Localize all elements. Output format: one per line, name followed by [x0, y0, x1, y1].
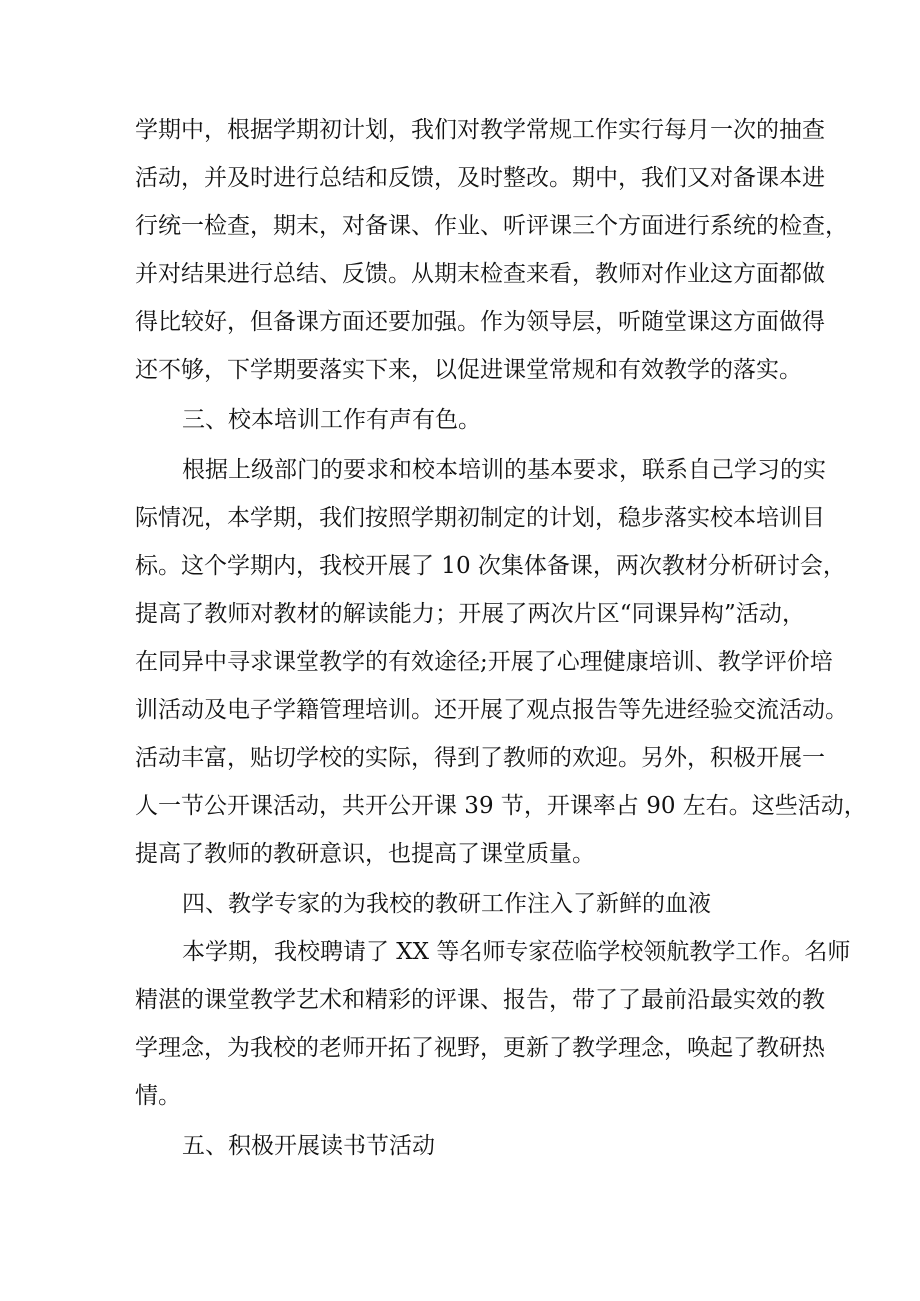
body-line: 人一节公开课活动，共开公开课 39 节，开课率占 90 左右。这些活动， [135, 793, 867, 819]
section-heading: 三、校本培训工作有声有色。 [182, 407, 481, 433]
body-line: 行统一检查，期末，对备课、作业、听评课三个方面进行系统的检查， [135, 213, 848, 239]
body-line: 精湛的课堂教学艺术和精彩的评课、报告，带了了最前沿最实效的教 [135, 987, 825, 1013]
body-line: 活动，并及时进行总结和反馈，及时整改。期中，我们又对备课本进 [135, 165, 825, 191]
body-line: 提高了教师的教研意识，也提高了课堂质量。 [135, 841, 595, 867]
body-line: 学理念，为我校的老师开拓了视野，更新了教学理念，唤起了教研热 [135, 1035, 825, 1061]
body-line: 学期中，根据学期初计划，我们对教学常规工作实行每月一次的抽查 [135, 117, 825, 143]
paragraph-first-line: 本学期，我校聘请了 XX 等名师专家莅临学校领航教学工作。名师 [182, 939, 851, 965]
body-line: 际情况，本学期，我们按照学期初制定的计划，稳步落实校本培训目 [135, 505, 825, 531]
body-line: 活动丰富，贴切学校的实际，得到了教师的欢迎。另外，积极开展一 [135, 745, 825, 771]
body-line: 在同异中寻求课堂教学的有效途径;开展了心理健康培训、教学评价培 [135, 649, 833, 675]
body-line: 提高了教师对教材的解读能力；开展了两次片区“同课异构”活动， [135, 601, 805, 627]
section-heading: 五、积极开展读书节活动 [182, 1133, 435, 1159]
body-line: 得比较好，但备课方面还要加强。作为领导层，听随堂课这方面做得 [135, 309, 825, 335]
section-heading: 四、教学专家的为我校的教研工作注入了新鲜的血液 [182, 891, 711, 917]
body-line: 还不够，下学期要落实下来，以促进课堂常规和有效教学的落实。 [135, 357, 802, 383]
body-line: 并对结果进行总结、反馈。从期末检查来看，教师对作业这方面都做 [135, 261, 825, 287]
paragraph-first-line: 根据上级部门的要求和校本培训的基本要求，联系自己学习的实 [182, 457, 826, 483]
body-line: 标。这个学期内，我校开展了 10 次集体备课，两次教材分析研讨会， [135, 553, 846, 579]
body-line: 情。 [135, 1083, 181, 1109]
body-line: 训活动及电子学籍管理培训。还开展了观点报告等先进经验交流活动。 [135, 697, 848, 723]
